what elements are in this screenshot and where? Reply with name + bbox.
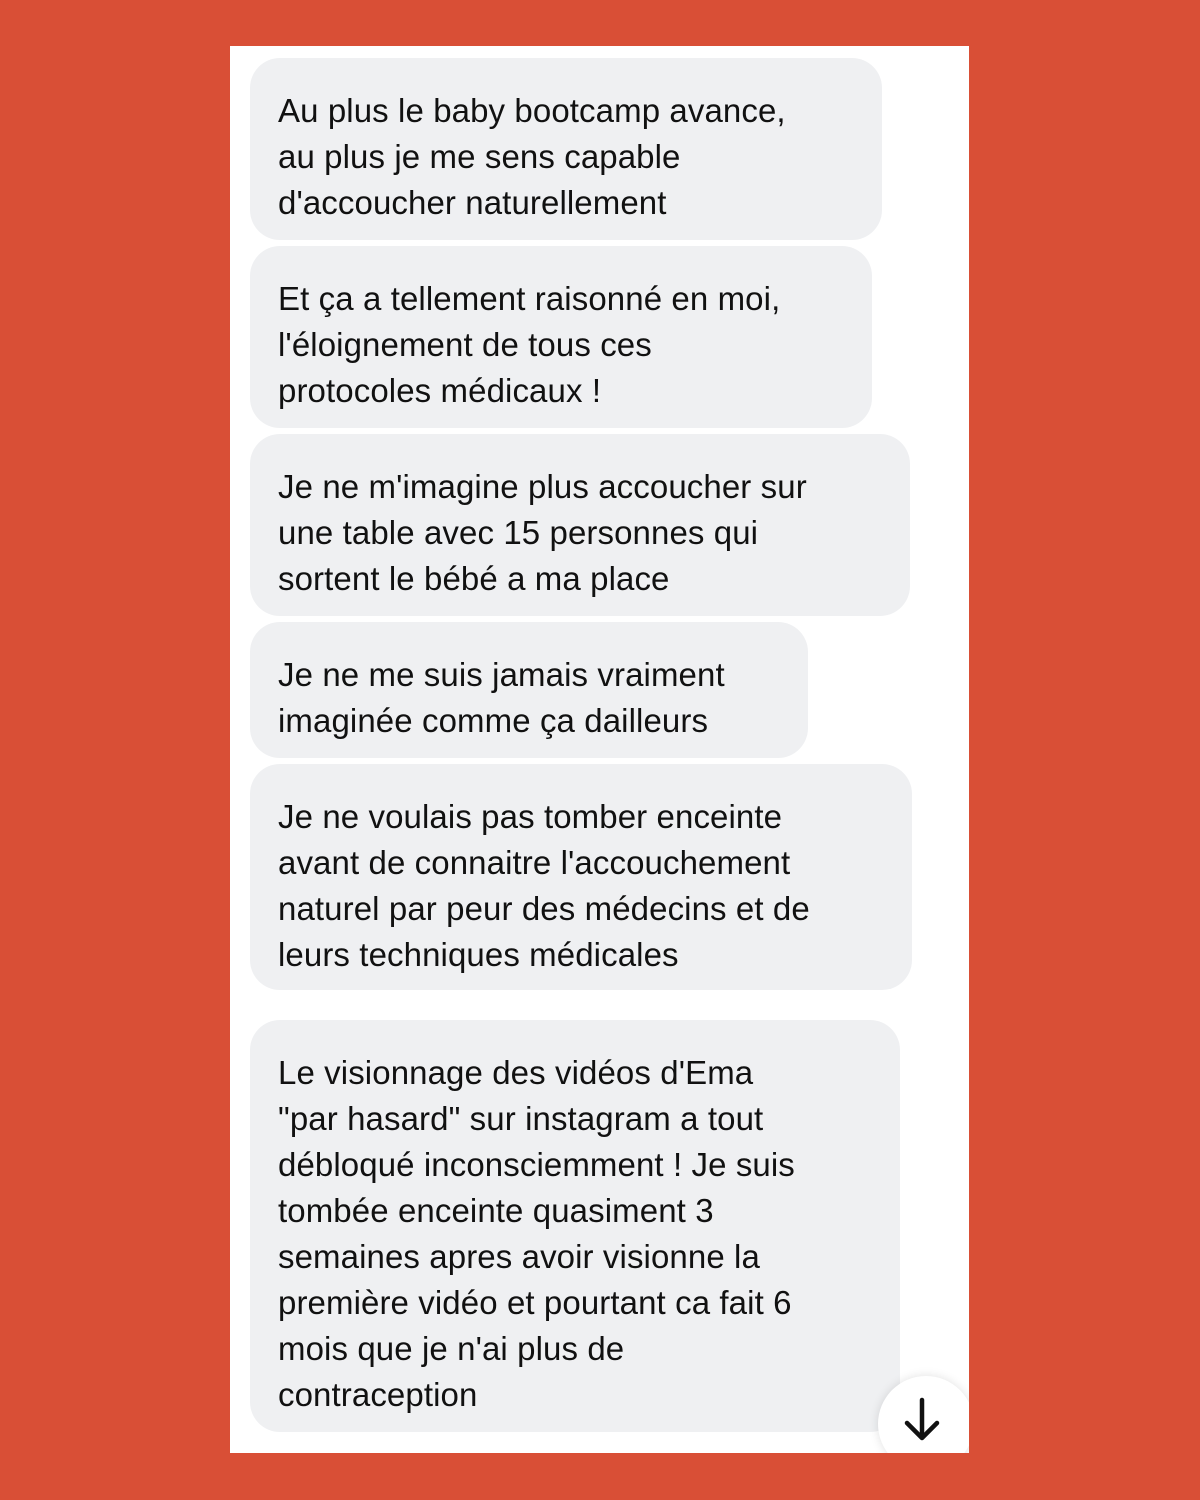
chat-conversation <box>230 46 969 1453</box>
message-bubble: Je ne voulais pas tomber enceinte avant de connaitre l'accouchement naturel par peur des médecins et de leurs techniques médicales <box>250 764 912 990</box>
arrow-down-icon <box>902 1397 942 1441</box>
message-bubble: Je ne m'imagine plus accoucher sur une table avec 15 personnes qui sortent le bébé a ma place <box>250 434 910 616</box>
message-bubble: Le visionnage des vidéos d'Ema "par hasard" sur instagram a tout débloqué inconsciemment ! Je suis tombée enceinte quasiment 3 semaines apres avoir visionne la première vidéo et pourtant ca fait 6 mois que je n'ai plus de contraception <box>250 1020 900 1432</box>
message-bubble: Au plus le baby bootcamp avance, au plus je me sens capable d'accoucher naturellement <box>250 58 882 240</box>
message-bubble: Et ça a tellement raisonné en moi, l'éloignement de tous ces protocoles médicaux ! <box>250 246 872 428</box>
message-bubble: Je ne me suis jamais vraiment imaginée comme ça dailleurs <box>250 622 808 758</box>
